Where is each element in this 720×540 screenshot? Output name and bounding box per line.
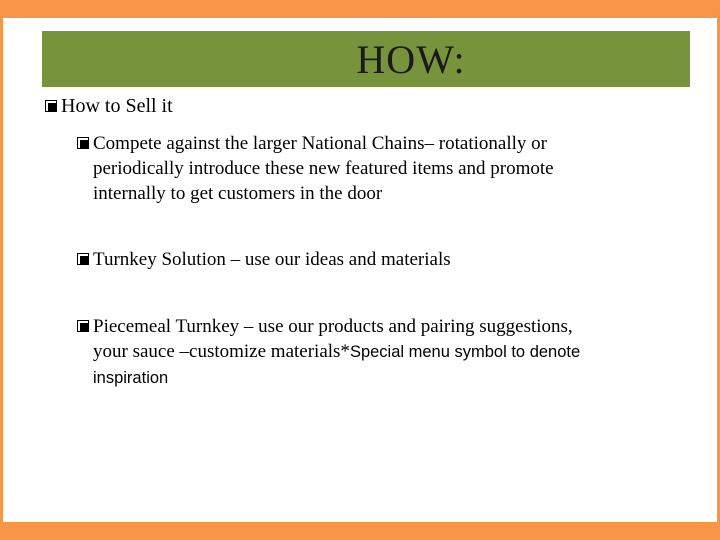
- list-item-line: [77, 339, 677, 365]
- list-item-text-sans: inspiration: [93, 369, 169, 387]
- list-item: [77, 131, 677, 206]
- list-item: [77, 314, 677, 391]
- frame-left-border: [0, 0, 3, 540]
- checkbox-bullet-icon: [77, 253, 89, 265]
- list-item-text-sans: Special menu symbol to denote: [349, 343, 581, 361]
- list-item-line: internally to get customers in the door: [93, 183, 383, 204]
- list-item-text-serif: your sauce –customize materials*: [93, 341, 350, 362]
- frame-top-border: [0, 0, 720, 18]
- bullet-heading: [45, 94, 173, 118]
- list-item-line: [77, 247, 677, 272]
- list-item-text: Piecemeal Turnkey – use our products and pairing suggestions,: [93, 316, 573, 337]
- list-item-line: periodically introduce these new featured items and promote: [93, 158, 554, 179]
- checkbox-bullet-icon: [45, 100, 57, 112]
- heading-text: How to Sell it: [61, 95, 173, 117]
- checkbox-bullet-icon: [77, 320, 89, 332]
- checkbox-bullet-icon: [77, 137, 89, 149]
- list-item: [77, 247, 677, 272]
- slide-title: HOW:: [356, 36, 466, 82]
- list-item-line: [77, 314, 677, 339]
- list-item-line: [77, 365, 677, 391]
- frame-bottom-border: [0, 522, 720, 540]
- list-item-line: [77, 131, 677, 156]
- list-item-text: Compete against the larger National Chains– rotationally or: [93, 133, 547, 154]
- list-item-text: Turnkey Solution – use our ideas and materials: [93, 249, 451, 270]
